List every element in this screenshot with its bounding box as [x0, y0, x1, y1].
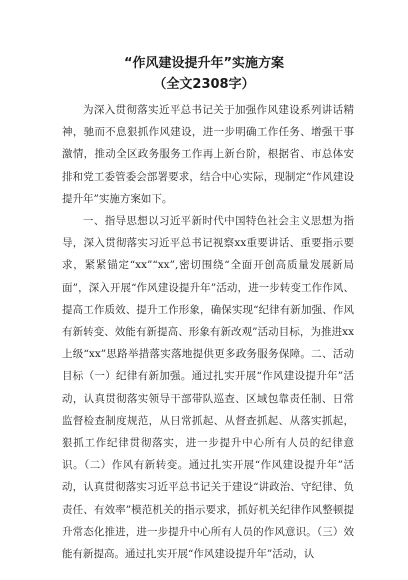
- document-subtitle: （全文2308字）: [153, 77, 255, 92]
- body-paragraph-intro: 为深入贯彻落实近平总书记关于加强作风建设系列讲话精神，驰而不息狠抓作风建设，进一步明确工作任务、增强干事激情，推动全区政务服务工作再上新台阶，根据省、市总体安排和党工委管委会部署要求，结合中心实际，现制定“作风建设提升年”实施方案如下。: [62, 104, 354, 205]
- document-body: [62, 99, 354, 565]
- document-title: “作风建设提升年”实施方案: [123, 56, 285, 71]
- body-paragraph-guiding-principles: 一、指导思想以习近平新时代中国特色社会主义思想为指导，深入贯彻落实习近平总书记视察xx重要讲话、重要指示要求，紧紧锚定“xx”“xx”,密切围绕“全面开创高质量发展新局面”，深入开展“作风建设提升年”活动，进一步转变工作作风、提高工作质效、提升工作形象，确保实现“纪律有新加强、作风有新转变、效能有新提高、形象有新改观”活动目标，为推进xx上级“xx”思路举措落实落地提供更多政务服务保障。二、活动目标（一）纪律有新加强。通过扎实开展“作风建设提升年”活动，认真贯彻落实领导干部带队巡查、区域包靠责任制、日常监督检查制度规范，从日常抓起、从督查抓起、从落实抓起，狠抓工作纪律贯彻落实，进一步提升中心所有人员的纪律意识。（二）作风有新转变。通过扎实开展“作风建设提升年”活动，认真贯彻落实习近平总书记关于建设“讲政治、守纪律、负责任、有效率”模范机关的指示要求，抓好机关纪律作风整顿提升常态化推进，进一步提升中心所有人员的作风意识。（三）效能有新提高。通过扎实开展“作风建设提升年”活动，认: [62, 215, 354, 561]
